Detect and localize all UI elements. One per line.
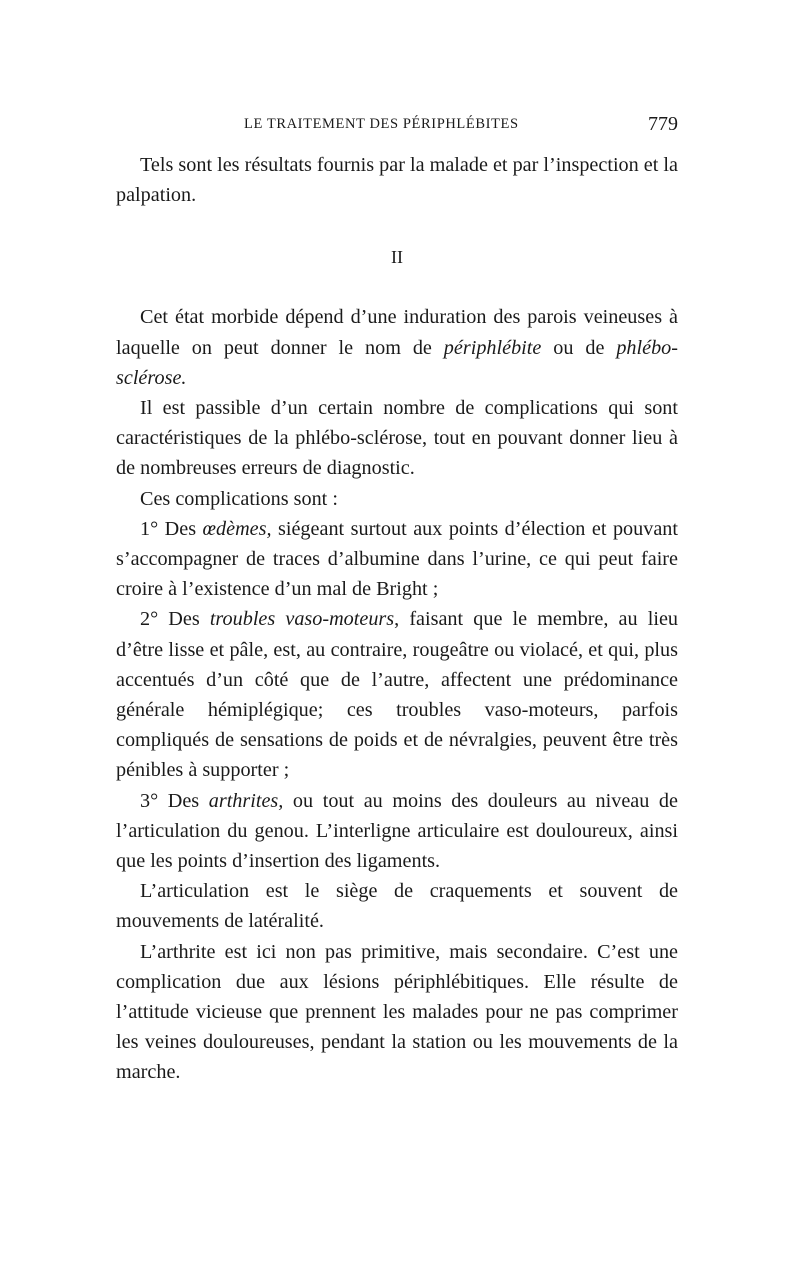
paragraph-text: Cet état morbide dépend d’une induration des parois veineuses à laquelle on peut donner le nom de	[116, 306, 678, 359]
paragraph-definition	[116, 302, 678, 393]
running-title: LE TRAITEMENT DES PÉRIPHLÉBITES	[244, 116, 519, 132]
page-number: 779	[648, 113, 678, 135]
paragraph-text: siégeant surtout aux points d’élection et pouvant s’accompagner de traces d’albumine dans l’urine, ce qui peut faire croire à l’existence d’un mal de Bright ;	[116, 517, 678, 601]
paragraph-list-intro: Ces complications sont :	[140, 487, 338, 510]
paragraph-intro: Tels sont les résultats fournis par la malade et par l’inspection et la palpation.	[116, 154, 678, 207]
paragraph-text: Des	[158, 517, 203, 540]
paragraph-text: Des	[158, 789, 209, 812]
list-item-troubles	[116, 604, 678, 785]
list-item-oedemes	[116, 514, 678, 605]
italic-term-oedemes: œdèmes,	[202, 517, 272, 540]
running-head	[118, 113, 678, 140]
paragraph-text: ou tout au moins des douleurs au niveau de l’articulation du genou. L’interligne articulaire est douloureux, ainsi que les points d’insertion des ligaments.	[116, 789, 678, 873]
list-item-arthrites	[116, 786, 678, 877]
paragraph-complications: Il est passible d’un certain nombre de complications qui sont caractéristiques de la phlébo-sclérose, tout en pouvant donner lieu à de nombreuses erreurs de diagnostic.	[116, 397, 678, 480]
list-number: 1°	[140, 517, 159, 540]
italic-term-arthrites: arthrites,	[208, 789, 284, 812]
paragraph-text: Des	[158, 608, 210, 631]
paragraph-text: ou de	[541, 336, 617, 359]
body-text	[116, 150, 678, 1088]
paragraph-text: , faisant que le membre, au lieu d’être lisse et pâle, est, au contraire, rougeâtre ou violacé, et qui, plus accentués d’un côté que de l’autre, affectent une prédominance générale hémiplégique; ces troubles vaso-moteurs, parfois compliqués de sensations de poids et de névralgies, peuvent être très pénibles à supporter ;	[116, 608, 678, 782]
paragraph-articulation: L’articulation est le siège de craquements et souvent de mouvements de latéralité.	[116, 880, 678, 933]
list-number: 2°	[140, 608, 159, 631]
italic-term-phlebo-sclerose: phlébo-sclérose.	[116, 336, 678, 389]
italic-term-troubles: troubles vaso-moteurs	[209, 608, 395, 631]
paragraph-arthrite: L’arthrite est ici non pas primitive, mais secondaire. C’est une complication due aux lésions périphlébitiques. Elle résulte de l’attitude vicieuse que prennent les malades pour ne pas comprimer les veines douloureuses, pendant la station ou les mouvements de la marche.	[116, 940, 678, 1084]
section-number: II	[391, 247, 403, 268]
italic-term-periphlebite: périphlébite	[443, 336, 542, 359]
list-number: 3°	[140, 789, 159, 812]
